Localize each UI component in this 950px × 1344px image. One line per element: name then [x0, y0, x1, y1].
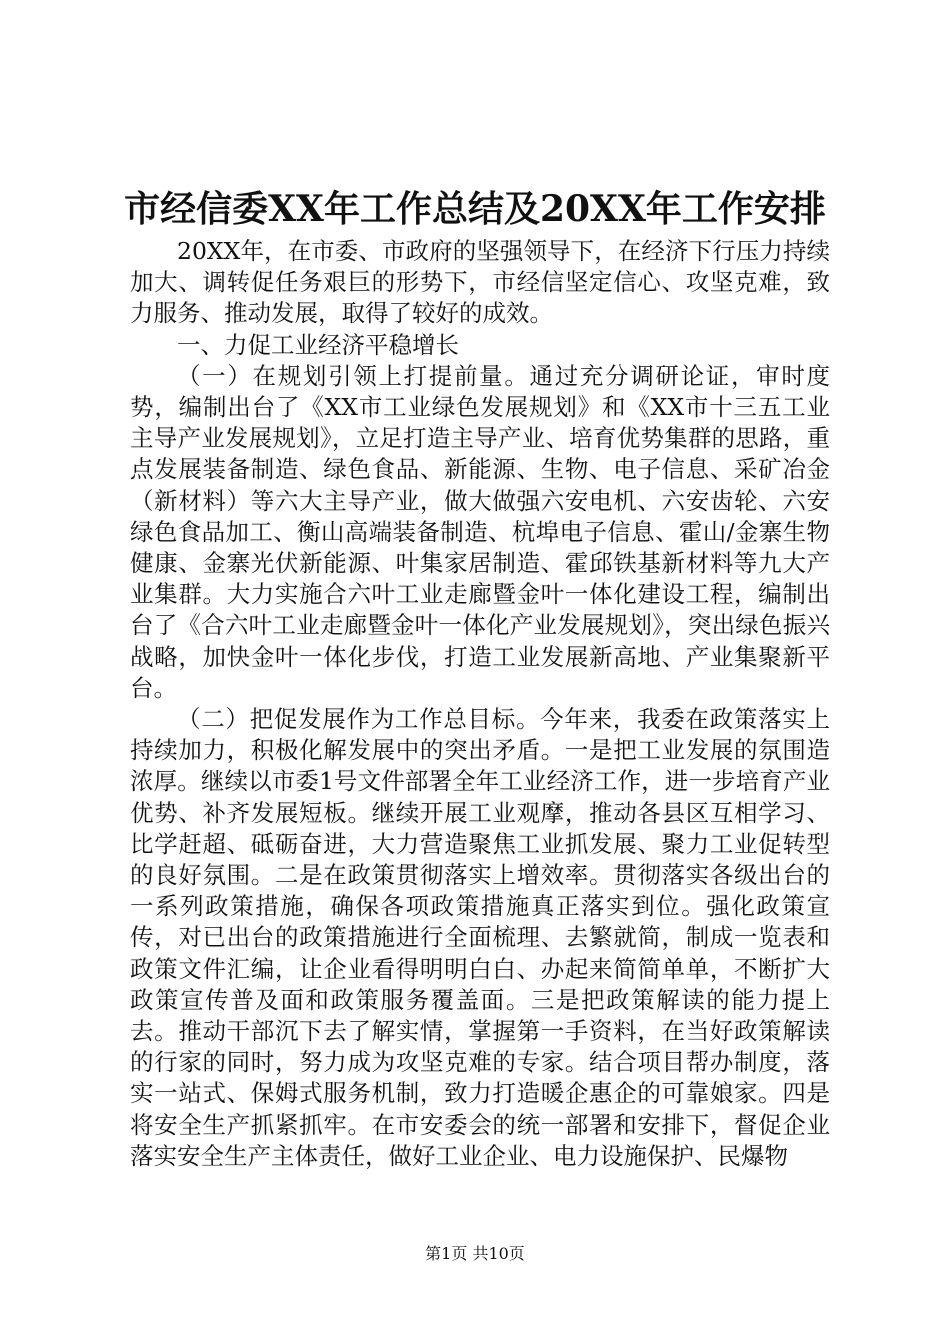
body-paragraph: （一）在规划引领上打提前量。通过充分调研论证，审时度势，编制出台了《XX市工业绿色发展规划》和《XX市十三五工业主导产业发展规划》，立足打造主导产业、培育优势集群的思路，重点发展装备制造、绿色食品、新能源、生物、电子信息、采矿冶金（新材料）等六大主导产业，做大做强六安电机、六安齿轮、六安绿色食品加工、衡山高端装备制造、杭埠电子信息、霍山/金寨生物健康、金寨光伏新能源、叶集家居制造、霍邱铁基新材料等九大产业集群。大力实施合六叶工业走廊暨金叶一体化建设工程，编制出台了《合六叶工业走廊暨金叶一体化产业发展规划》，突出绿色振兴战略，加快金叶一体化步伐，打造工业发展新高地、产业集聚新平台。: [130, 361, 830, 702]
document-title: 市经信委XX年工作总结及20XX年工作安排: [124, 188, 826, 230]
intro-paragraph: 20XX年，在市委、市政府的坚强领导下，在经济下行压力持续加大、调转促任务艰巨的形势下，市经信坚定信心、攻坚克难，致力服务、推动发展，取得了较好的成效。: [130, 237, 830, 328]
page-number-footer: 第1页 共10页: [425, 1244, 525, 1263]
document-body: [130, 236, 830, 1172]
body-paragraph: （二）把促发展作为工作总目标。今年来，我委在政策落实上持续加力，积极化解发展中的突出矛盾。一是把工业发展的氛围造浓厚。继续以市委1号文件部署全年工业经济工作，进一步培育产业优势、补齐发展短板。继续开展工业观摩，推动各县区互相学习、比学赶超、砥砺奋进，大力营造聚焦工业抓发展、聚力工业促转型的良好氛围。二是在政策贯彻落实上增效率。贯彻落实各级出台的一系列政策措施，确保各项政策措施真正落实到位。强化政策宣传，对已出台的政策措施进行全面梳理、去繁就简，制成一览表和政策文件汇编，让企业看得明明白白、办起来简简单单，不断扩大政策宣传普及面和政策服务覆盖面。三是把政策解读的能力提上去。推动干部沉下去了解实情，掌握第一手资料，在当好政策解读的行家的同时，努力成为攻坚克难的专家。结合项目帮办制度，落实一站式、保姆式服务机制，致力打造暖企惠企的可靠娘家。四是将安全生产抓紧抓牢。在市安委会的统一部署和安排下，督促企业落实安全生产主体责任，做好工业企业、电力设施保护、民爆物: [130, 705, 830, 1170]
section-heading: 一、力促工业经济平稳增长: [177, 330, 459, 359]
